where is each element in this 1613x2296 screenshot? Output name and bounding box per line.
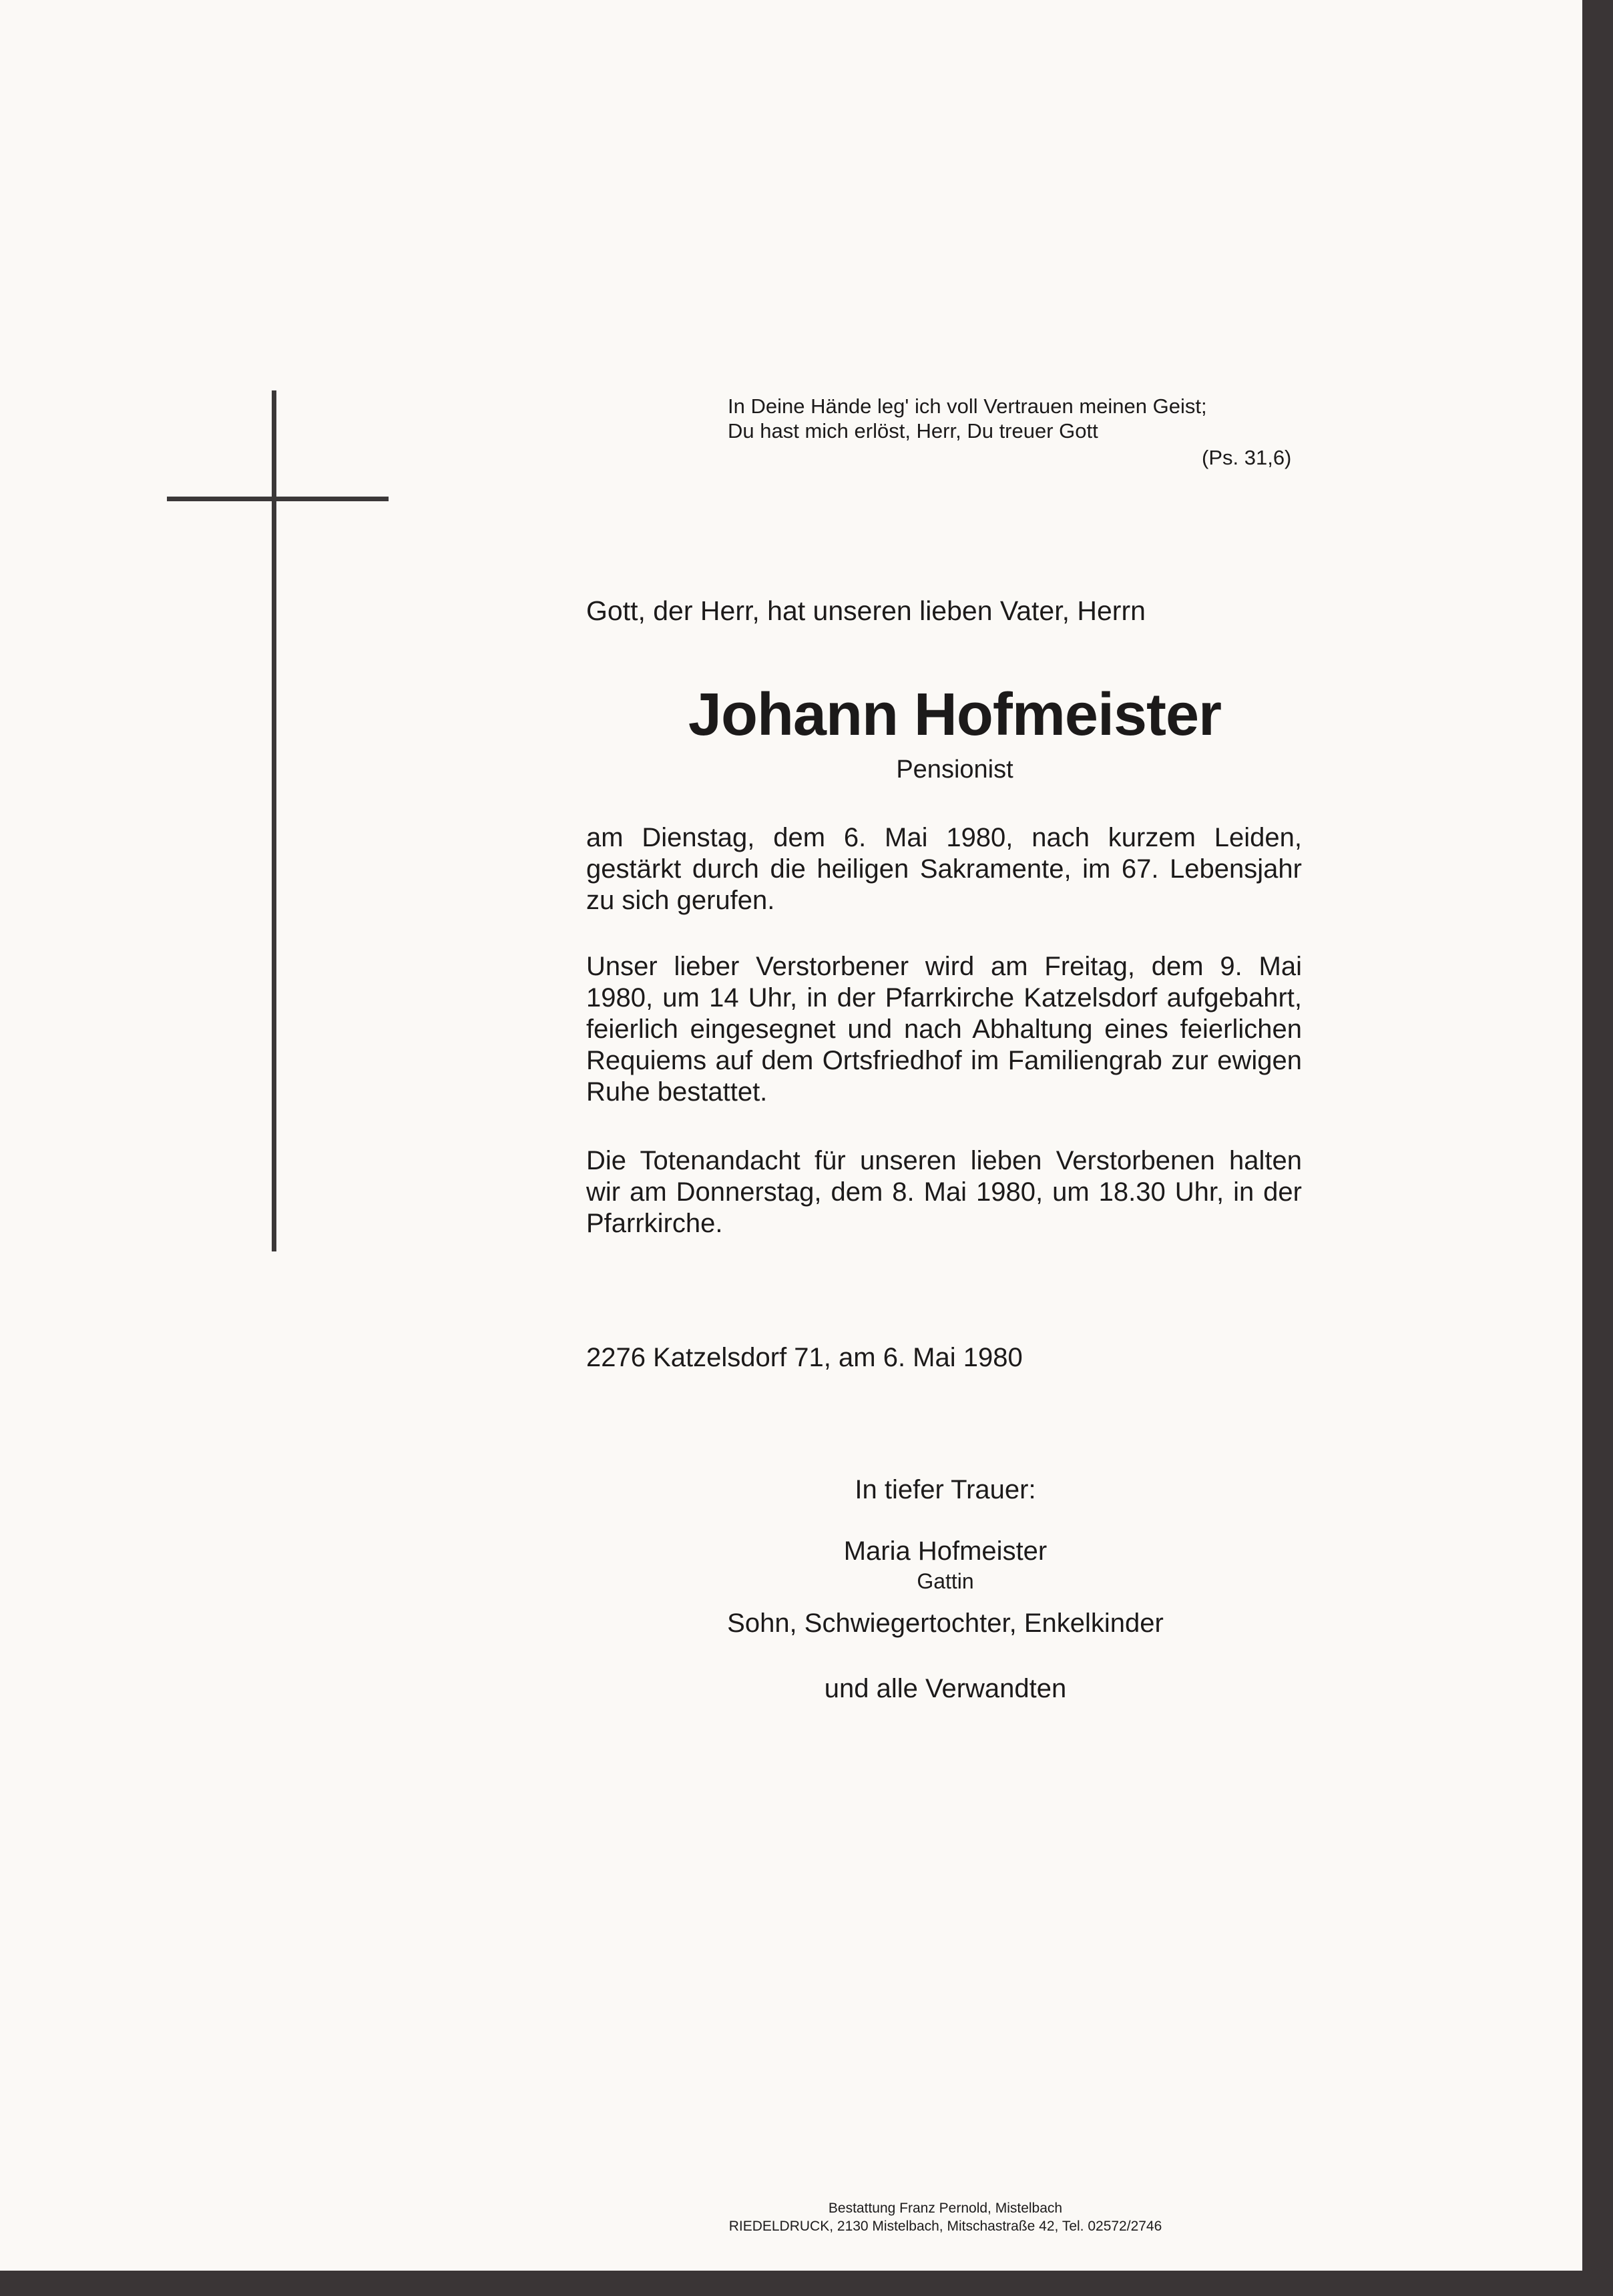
deceased-name: Johann Hofmeister [688, 681, 1222, 748]
funeral-paragraph: Unser lieber Verstorbener wird am Freitag, dem 9. Mai 1980, um 14 Uhr, in der Pfarrkirche Katzelsdorf aufgebahrt, feierlich eingesegnet und nach Abhaltung eines feierlichen Requiems auf dem Ortsfriedhof im Familiengrab zur ewigen Ruhe bestattet. [586, 952, 1302, 1107]
bible-verse [728, 394, 1207, 443]
place-and-date: 2276 Katzelsdorf 71, am 6. Mai 1980 [586, 1343, 1023, 1372]
widow-name: Maria Hofmeister [843, 1536, 1048, 1566]
mourners-heading: In tiefer Trauer: [855, 1475, 1036, 1504]
cross-horizontal-bar-icon [167, 497, 389, 501]
death-paragraph: am Dienstag, dem 6. Mai 1980, nach kurzem Leiden, gestärkt durch die heiligen Sakramente, im 67. Lebensjahr zu sich gerufen. [586, 823, 1302, 915]
widow-role: Gattin [917, 1569, 974, 1593]
footer-printer: RIEDELDRUCK, 2130 Mistelbach, Mitschastraße 42, Tel. 02572/2746 [728, 2219, 1162, 2234]
deceased-occupation: Pensionist [896, 756, 1013, 784]
cross-vertical-bar-icon [272, 390, 276, 1251]
intro-text: Gott, der Herr, hat unseren lieben Vater, Herrn [586, 595, 1146, 626]
family-members: Sohn, Schwiegertochter, Enkelkinder [727, 1609, 1164, 1638]
footer-funeral-home: Bestattung Franz Pernold, Mistelbach [828, 2201, 1063, 2216]
verse-reference: (Ps. 31,6) [1202, 446, 1292, 469]
verse-line-1: In Deine Hände leg' ich voll Vertrauen meinen Geist; [728, 394, 1207, 418]
verse-line-2: Du hast mich erlöst, Herr, Du treuer Gott [728, 419, 1098, 443]
devotion-paragraph: Die Totenandacht für unseren lieben Verstorbenen halten wir am Donnerstag, dem 8. Mai 1980, um 18.30 Uhr, in der Pfarrkirche. [586, 1146, 1302, 1238]
relatives: und alle Verwandten [824, 1674, 1067, 1703]
